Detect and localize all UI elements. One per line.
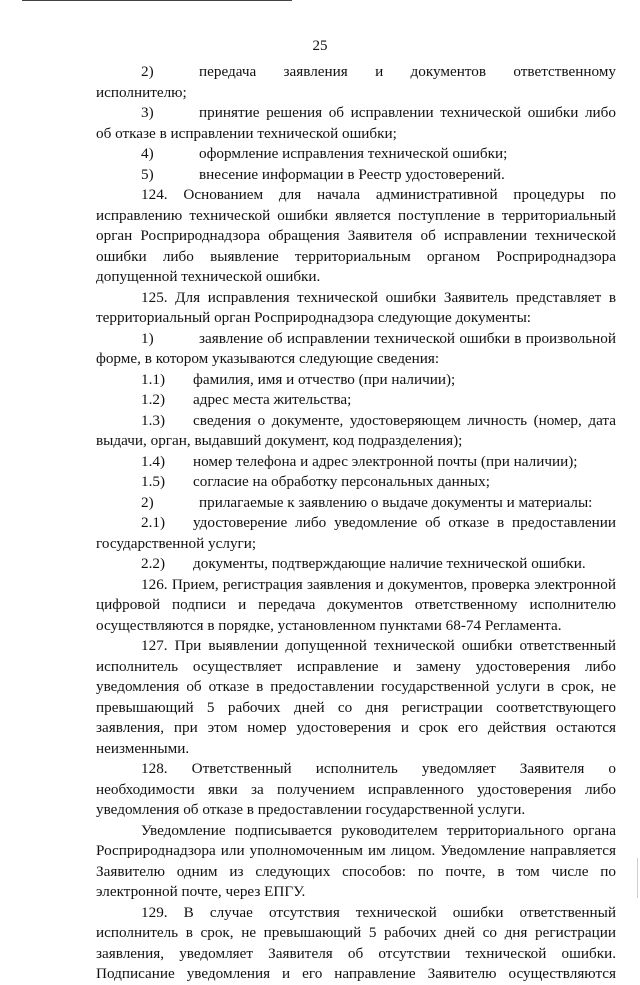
list-item-text: оформление исправления технической ошибки; (199, 145, 508, 162)
list-item-number: 1.2) (141, 391, 166, 408)
list-item-text: удостоверение либо уведомление об отказе в предоставлении государственной услуги; (96, 514, 616, 552)
list-item-text: сведения о документе, удостоверяющем личность (номер, дата выдачи, орган, выдавший документ, код подразделения); (96, 411, 616, 449)
list-item-number: 1.4) (141, 452, 166, 470)
list-item (96, 411, 616, 452)
list-item-text: согласие на обработку персональных данных; (193, 473, 490, 490)
paragraph-notification: Уведомление подписывается руководителем территориального органа Росприроднадзора или уполномоченным им лицом. Уведомление направляется Заявителю одним из следующих способов: по почте, в том числе по электронной почте, через ЕПГУ. (96, 821, 616, 900)
list-item-text: передача заявления и документов ответственному исполнителю; (96, 63, 616, 101)
document-body (96, 62, 616, 985)
paragraph-124: 124. Основанием для начала административной процедуры по исправлению технической ошибки является поступление в территориальный орган Росприроднадзора обращения Заявителя об исправлении технической ошибки либо выявление территориальным органом Росприроднадзора допущенной технической ошибки. (96, 186, 616, 285)
list-item-number: 2) (141, 63, 154, 80)
list-item-text: адрес места жительства; (193, 391, 352, 408)
list-item-text: прилагаемые к заявлению о выдаче документы и материалы: (199, 493, 593, 511)
list-item (96, 554, 616, 575)
list-item (96, 452, 616, 473)
list-item-number: 2.2) (141, 555, 166, 572)
list-item (96, 165, 616, 186)
list-item-number: 5) (141, 165, 154, 183)
edge-mark (627, 858, 638, 898)
paragraph-126: 126. Прием, регистрация заявления и документов, проверка электронной цифровой подписи и передача документов ответственному исполнителю осуществляются в порядке, установленном пунктами 68-74 Регламента. (96, 575, 616, 634)
list-item (96, 513, 616, 554)
list-item (96, 144, 616, 165)
paragraph-125: 125. Для исправления технической ошибки Заявитель представляет в территориальный орган Росприроднадзора следующие документы: (96, 288, 616, 326)
list-item (96, 390, 616, 411)
list-item-number: 1.5) (141, 473, 166, 490)
list-item (96, 103, 616, 144)
paragraph-127: 127. При выявлении допущенной технической ошибки ответственный исполнитель осуществляет исправление и замену удостоверения либо уведомления об отказе в предоставлении государственной услуги в срок, не превышающий 5 рабочих дней со дня регистрации соответствующего заявления, при этом номер удостоверения и срок его действия остаются неизменными. (96, 637, 616, 757)
top-rule (22, 0, 292, 1)
paragraph-128: 128. Ответственный исполнитель уведомляет Заявителя о необходимости явки за получением исправленного удостоверения либо уведомления об отказе в предоставлении государственной услуги. (96, 760, 616, 818)
list-item-number: 4) (141, 145, 154, 162)
list-item (96, 329, 616, 370)
list-item-number: 3) (141, 104, 154, 121)
paragraph-129: 129. В случае отсутствия технической ошибки ответственный исполнитель в срок, не превышающий 5 рабочих дней со дня регистрации заявления, уведомляет Заявителя об отсутствии технической ошибки. Подписание уведомления и его направление Заявителю осуществляются (96, 903, 616, 982)
list-item (96, 493, 616, 514)
list-item (96, 472, 616, 493)
list-item (96, 370, 616, 391)
list-item (96, 62, 616, 103)
list-item-text: принятие решения об исправлении технической ошибки либо об отказе в исправлении технической ошибки; (96, 104, 616, 142)
list-item-text: внесение информации в Реестр удостоверений. (199, 165, 505, 183)
page-number: 25 (312, 38, 328, 54)
list-item-text: документы, подтверждающие наличие технической ошибки. (193, 555, 586, 572)
list-item-number: 2.1) (141, 514, 166, 531)
list-item-text: заявление об исправлении технической ошибки в произвольной форме, в котором указываются следующие сведения: (96, 329, 616, 367)
list-item-number: 1.1) (141, 370, 166, 388)
list-item-number: 1.3) (141, 411, 166, 429)
list-item-number: 2) (141, 493, 154, 511)
list-item-text: номер телефона и адрес электронной почты (при наличии); (193, 452, 578, 470)
list-item-number: 1) (141, 329, 154, 347)
list-item-text: фамилия, имя и отчество (при наличии); (193, 370, 456, 388)
